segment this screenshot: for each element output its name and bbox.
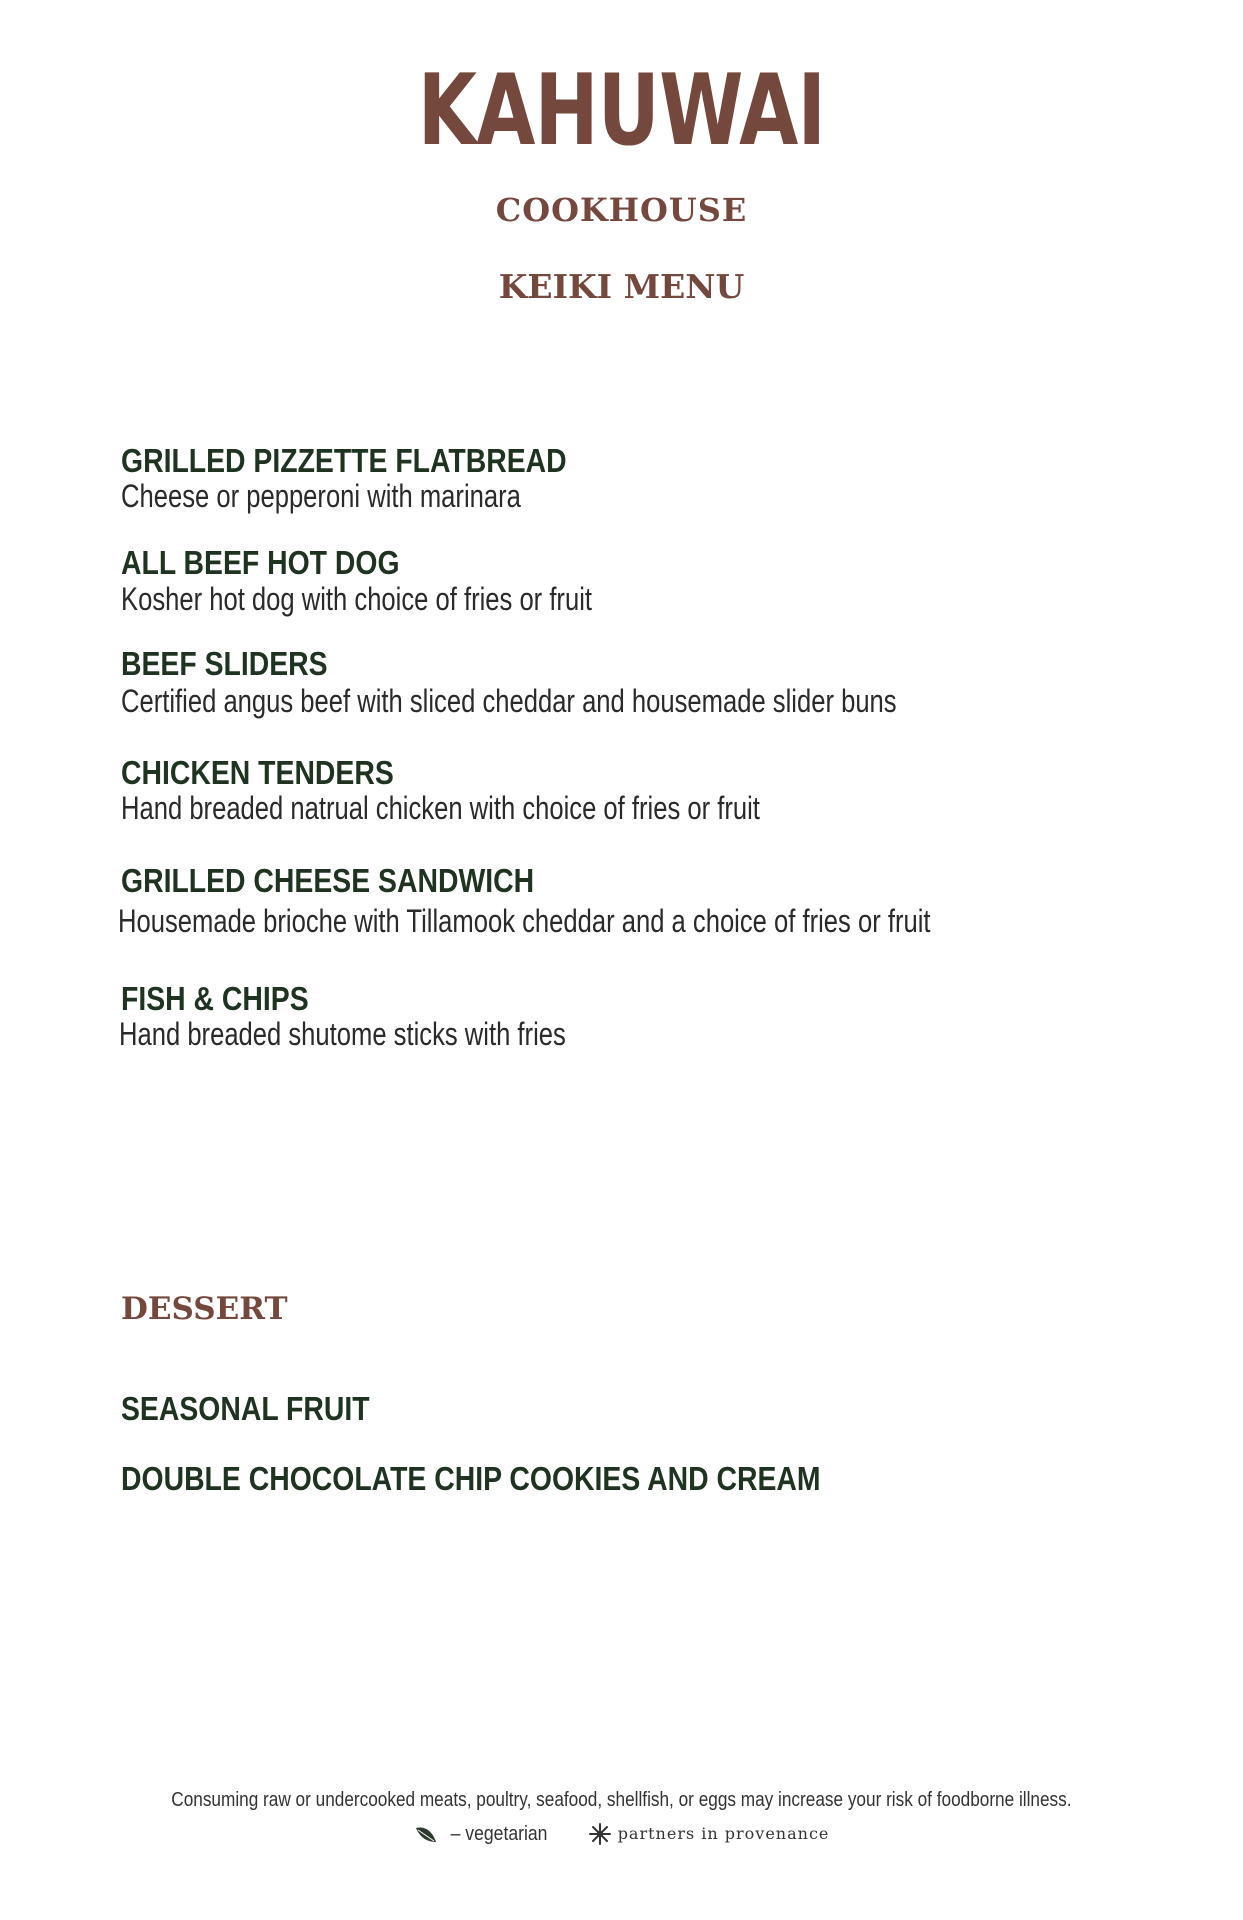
item-description: Hand breaded shutome sticks with fries	[119, 1016, 566, 1052]
leaf-icon	[414, 1822, 438, 1846]
sunburst-icon	[588, 1822, 612, 1846]
item-description: Kosher hot dog with choice of fries or fruit	[121, 581, 592, 617]
legend-provenance	[588, 1822, 830, 1846]
item-description: Certified angus beef with sliced cheddar and housemade slider buns	[121, 683, 897, 719]
dessert-item-name: SEASONAL FRUIT	[121, 1390, 370, 1427]
item-description: Cheese or pepperoni with marinara	[121, 478, 521, 514]
legend	[0, 1822, 1243, 1846]
item-name: BEEF SLIDERS	[121, 645, 328, 682]
item-name: GRILLED PIZZETTE FLATBREAD	[121, 442, 567, 479]
item-name: GRILLED CHEESE SANDWICH	[121, 862, 535, 899]
legend-vegetarian-label: – vegetarian	[450, 1823, 548, 1845]
dessert-section-title: DESSERT	[121, 1291, 288, 1327]
brand-logo: KAHUWAI	[417, 54, 826, 168]
item-description: Hand breaded natrual chicken with choice of fries or fruit	[121, 790, 760, 826]
menu-title: KEIKI MENU	[498, 267, 745, 306]
dessert-item-name: DOUBLE CHOCOLATE CHIP COOKIES AND CREAM	[121, 1460, 821, 1497]
item-name: ALL BEEF HOT DOG	[121, 544, 400, 581]
health-disclaimer-text: Consuming raw or undercooked meats, poultry, seafood, shellfish, or eggs may increase your risk of foodborne illness.	[171, 1789, 1072, 1811]
item-name: CHICKEN TENDERS	[121, 754, 394, 791]
item-name: FISH & CHIPS	[121, 980, 309, 1017]
legend-vegetarian	[414, 1822, 554, 1846]
health-disclaimer	[0, 1790, 1243, 1810]
brand-subtitle: COOKHOUSE	[495, 191, 748, 229]
legend-provenance-label: partners in provenance	[617, 1824, 830, 1843]
item-description: Housemade brioche with Tillamook cheddar and a choice of fries or fruit	[118, 903, 931, 939]
